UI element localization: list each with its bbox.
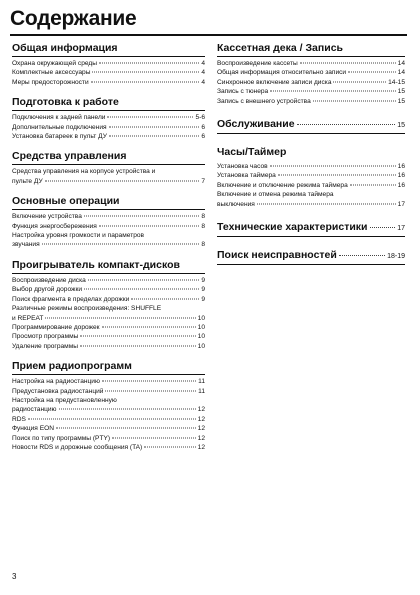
- entry-label-line: Различные режимы воспроизведения: SHUFFLE: [12, 305, 162, 313]
- entry-page: 12: [197, 443, 205, 451]
- entry-label: Новости RDS и дорожные сообщения (TA): [12, 443, 143, 451]
- section-preparation: [12, 96, 205, 141]
- entry-label: Синхронное включение записи диска: [217, 78, 332, 86]
- entry-page: 10: [197, 333, 205, 341]
- dot-leader: [45, 317, 195, 318]
- toc-entry[interactable]: [12, 212, 205, 221]
- entry-label: Комплектные аксессуары: [12, 69, 91, 77]
- dot-leader: [56, 428, 196, 429]
- entry-label: Программирование дорожек: [12, 323, 100, 331]
- toc-entry[interactable]: [217, 59, 405, 68]
- toc-entry[interactable]: [217, 171, 405, 180]
- toc-entry[interactable]: [217, 162, 405, 171]
- entry-label: Настройка на радиостанцию: [12, 378, 100, 386]
- entry-label: Поиск по типу программы (PTY): [12, 434, 111, 442]
- entry-label: Установка часов: [217, 163, 268, 171]
- dot-leader: [80, 345, 196, 346]
- dot-leader: [92, 72, 199, 73]
- section-heading: Технические характеристики: [217, 221, 368, 234]
- entry-label: Просмотр программы: [12, 333, 79, 341]
- entry-label: Установка батареек в пульт ДУ: [12, 133, 107, 141]
- entry-page: 10: [197, 323, 205, 331]
- entry-label: Охрана окружающей среды: [12, 60, 97, 67]
- entry-label-line: Настройка на предустановленную: [12, 396, 117, 404]
- entry-label: Поиск фрагмента в пределах дорожки: [12, 295, 130, 303]
- entry-label: Функция энергосбережения: [12, 222, 97, 230]
- dot-leader: [270, 166, 396, 167]
- entry-label: Общая информация относительно записи: [217, 69, 347, 77]
- section-heading: Проигрыватель компакт-дисков: [12, 259, 205, 274]
- entry-page: 7: [201, 177, 205, 185]
- entry-page: 9: [201, 276, 205, 284]
- entry-page: 16: [397, 181, 405, 189]
- entry-label: RDS: [12, 415, 26, 423]
- entry-label: Включение и отключение режима таймера: [217, 181, 348, 189]
- dot-leader: [102, 326, 196, 327]
- entry-label: Установка таймера: [217, 172, 276, 180]
- entry-page: 14: [397, 69, 405, 77]
- entry-page: 14: [397, 60, 405, 67]
- entry-label: Воспроизведение диска: [12, 276, 86, 284]
- dot-leader: [105, 390, 196, 391]
- dot-leader: [80, 336, 195, 337]
- entry-label: Меры предосторожности: [12, 78, 89, 86]
- toc-entry[interactable]: [12, 415, 205, 424]
- toc-entry[interactable]: [12, 132, 205, 141]
- dot-leader: [102, 381, 196, 382]
- toc-entry[interactable]: [12, 295, 205, 304]
- section-heading: Обслуживание: [217, 118, 295, 131]
- toc-entry[interactable]: [12, 424, 205, 433]
- entry-page: 8: [201, 222, 205, 230]
- dot-leader: [28, 418, 196, 419]
- section-clock-timer: [217, 146, 405, 209]
- toc-entry[interactable]: [12, 332, 205, 341]
- toc-entry[interactable]: [12, 323, 205, 332]
- toc-entry[interactable]: [12, 405, 205, 414]
- section-heading: Поиск неисправностей: [217, 249, 337, 262]
- entry-page: 10: [197, 342, 205, 350]
- dot-leader: [297, 124, 396, 125]
- dot-leader: [45, 180, 200, 181]
- section-heading: Средства управления: [12, 150, 205, 165]
- dot-leader: [109, 126, 200, 127]
- entry-page: 12: [197, 434, 205, 442]
- entry-page: 11: [198, 387, 205, 395]
- left-column: [12, 38, 205, 452]
- toc-entry[interactable]: [217, 78, 405, 87]
- toc-entry[interactable]: [217, 68, 405, 77]
- entry-page: 5-6: [195, 114, 205, 122]
- toc-entry[interactable]: [217, 97, 405, 106]
- entry-label: Включение устройства: [12, 213, 82, 221]
- dot-leader: [91, 81, 200, 82]
- entry-label: Запись с тюнера: [217, 88, 269, 96]
- toc-entry[interactable]: [217, 181, 405, 190]
- entry-page: 14-15: [388, 78, 405, 86]
- entry-page: 9: [201, 286, 205, 294]
- dot-leader: [88, 279, 200, 280]
- toc-entry[interactable]: [12, 276, 205, 285]
- entry-page: 18-19: [387, 253, 405, 261]
- dot-leader: [270, 91, 395, 92]
- toc-entry[interactable]: [12, 314, 205, 323]
- entry-label: и REPEAT: [12, 314, 44, 322]
- toc-entry[interactable]: [217, 200, 405, 209]
- toc-entry[interactable]: [12, 59, 205, 68]
- toc-troubleshooting[interactable]: [217, 249, 405, 265]
- entry-page: 8: [201, 241, 205, 249]
- entry-page: 6: [201, 133, 205, 141]
- dot-leader: [42, 244, 200, 245]
- entry-page: 11: [198, 378, 205, 386]
- entry-page: 17: [397, 225, 405, 233]
- section-heading: Часы/Таймер: [217, 146, 287, 159]
- entry-page: 4: [201, 78, 205, 86]
- title-rule: [10, 34, 407, 36]
- entry-label: Предустановка радиостанций: [12, 387, 104, 395]
- entry-label: Воспроизведение кассеты: [217, 60, 298, 67]
- section-heading: Кассетная дека / Запись: [217, 42, 405, 57]
- entry-label: звучания: [12, 241, 40, 249]
- entry-page: 9: [201, 295, 205, 303]
- entry-page: 8: [201, 213, 205, 221]
- entry-label: Запись с внешнего устройства: [217, 97, 311, 105]
- entry-label-line: Настройка уровня громкости и параметров: [12, 232, 145, 240]
- entry-page: 15: [397, 88, 405, 96]
- dot-leader: [370, 227, 396, 228]
- toc-maintenance[interactable]: [217, 118, 405, 134]
- toc-entry[interactable]: [12, 113, 205, 122]
- section-general-info: [12, 42, 205, 87]
- entry-page: 17: [397, 200, 405, 208]
- dot-leader: [144, 446, 195, 447]
- dot-leader: [339, 255, 385, 256]
- entry-page: 6: [201, 123, 205, 131]
- section-cd-player: [12, 259, 205, 351]
- section-heading: Основные операции: [12, 195, 205, 210]
- toc-entry[interactable]: [12, 177, 205, 186]
- entry-label: Удаление программы: [12, 342, 78, 350]
- entry-label: Дополнительные подключения: [12, 123, 107, 131]
- entry-page: 10: [197, 314, 205, 322]
- toc-entry[interactable]: [12, 222, 205, 231]
- section-tape-deck: [217, 42, 405, 106]
- dot-leader: [333, 81, 386, 82]
- toc-specifications[interactable]: [217, 221, 405, 237]
- toc-entry[interactable]: [12, 434, 205, 443]
- entry-page: 16: [397, 172, 405, 180]
- toc-entry[interactable]: [12, 285, 205, 294]
- section-heading: Подготовка к работе: [12, 96, 205, 111]
- toc-entry[interactable]: [12, 240, 205, 249]
- dot-leader: [112, 437, 196, 438]
- entry-label: Функция EON: [12, 425, 54, 433]
- entry-label-line: Средства управления на корпусе устройства и: [12, 168, 156, 176]
- entry-page: 4: [201, 60, 205, 67]
- toc-entry[interactable]: [12, 78, 205, 87]
- dot-leader: [350, 184, 396, 185]
- entry-page: 4: [201, 69, 205, 77]
- entry-label: радиостанцию: [12, 406, 57, 414]
- toc-entry[interactable]: [12, 443, 205, 452]
- dot-leader: [300, 63, 396, 64]
- section-controls: [12, 150, 205, 186]
- dot-leader: [257, 203, 396, 204]
- section-heading: Прием радиопрограмм: [12, 360, 205, 375]
- entry-label: Подключения к задней панели: [12, 114, 106, 122]
- page-number: 3: [12, 572, 17, 581]
- entry-page: 15: [397, 97, 405, 105]
- entry-page: 15: [397, 122, 405, 130]
- dot-leader: [109, 136, 199, 137]
- dot-leader: [131, 298, 199, 299]
- entry-label-line: Включение и отмена режима таймера: [217, 191, 334, 199]
- toc-entry[interactable]: [12, 377, 205, 386]
- dot-leader: [278, 175, 396, 176]
- toc-entry[interactable]: [12, 387, 205, 396]
- right-column: [217, 38, 405, 265]
- entry-label: пульте ДУ: [12, 177, 43, 185]
- page-title: Содержание: [10, 7, 137, 30]
- dot-leader: [84, 216, 199, 217]
- dot-leader: [99, 63, 199, 64]
- entry-label: Выбор другой дорожки: [12, 286, 83, 294]
- dot-leader: [313, 100, 396, 101]
- toc-entry[interactable]: [12, 68, 205, 77]
- entry-page: 12: [197, 406, 205, 414]
- entry-page: 16: [397, 163, 405, 171]
- dot-leader: [59, 409, 196, 410]
- dot-leader: [99, 225, 199, 226]
- section-heading: Общая информация: [12, 42, 205, 57]
- section-radio: [12, 360, 205, 452]
- toc-entry[interactable]: [12, 342, 205, 351]
- entry-page: 12: [197, 425, 205, 433]
- entry-label: выключения: [217, 200, 255, 208]
- toc-entry[interactable]: [12, 123, 205, 132]
- toc-entry[interactable]: [217, 87, 405, 96]
- dot-leader: [107, 117, 193, 118]
- dot-leader: [84, 289, 199, 290]
- dot-leader: [348, 72, 396, 73]
- section-basic-operations: [12, 195, 205, 250]
- entry-page: 12: [197, 415, 205, 423]
